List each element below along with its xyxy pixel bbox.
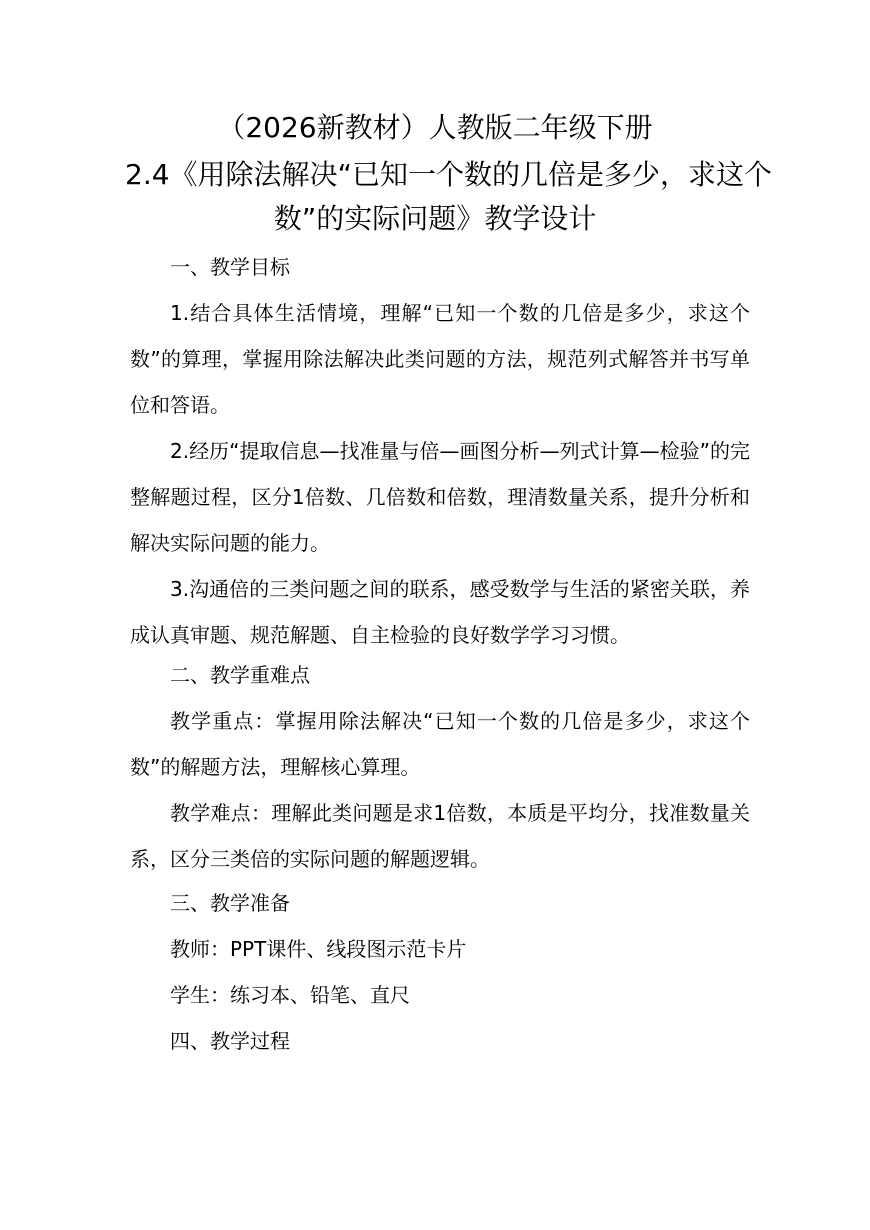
- doc-title-line-2: 2.4《用除法解决“已知一个数的几倍是多少，求这个: [125, 158, 773, 191]
- prep-student-line: 学生：练习本、铅笔、直尺: [170, 983, 410, 1007]
- difficulty-paragraph: 教学难点：理解此类问题是求1倍数，本质是平均分，找准数量关系，区分三类倍的实际问题的解题逻辑。: [130, 801, 750, 871]
- goal-2-paragraph: 2.经历“提取信息—找准量与倍—画图分析—列式计算—检验”的完整解题过程，区分1倍数、几倍数和倍数，理清数量关系，提升分析和解决实际问题的能力。: [130, 439, 750, 555]
- section-heading-process: 四、教学过程: [170, 1029, 290, 1053]
- section-heading-preparation: 三、教学准备: [170, 891, 290, 915]
- keypoint-paragraph: 教学重点：掌握用除法解决“已知一个数的几倍是多少，求这个数”的解题方法，理解核心算理。: [130, 709, 750, 779]
- section-heading-keypoints: 二、教学重难点: [170, 663, 310, 687]
- goal-1-paragraph: 1.结合具体生活情境，理解“已知一个数的几倍是多少，求这个数”的算理，掌握用除法解决此类问题的方法，规范列式解答并书写单位和答语。: [130, 301, 750, 417]
- section-heading-goals: 一、教学目标: [170, 255, 290, 279]
- goal-3-paragraph: 3.沟通倍的三类问题之间的联系，感受数学与生活的紧密关联，养成认真审题、规范解题、自主检验的良好数学学习习惯。: [130, 577, 750, 647]
- doc-title-line-3: 数”的实际问题》教学设计: [273, 202, 597, 235]
- prep-teacher-line: 教师：PPT课件、线段图示范卡片: [170, 937, 467, 961]
- doc-title-line-1: （2026新教材）人教版二年级下册: [217, 111, 653, 144]
